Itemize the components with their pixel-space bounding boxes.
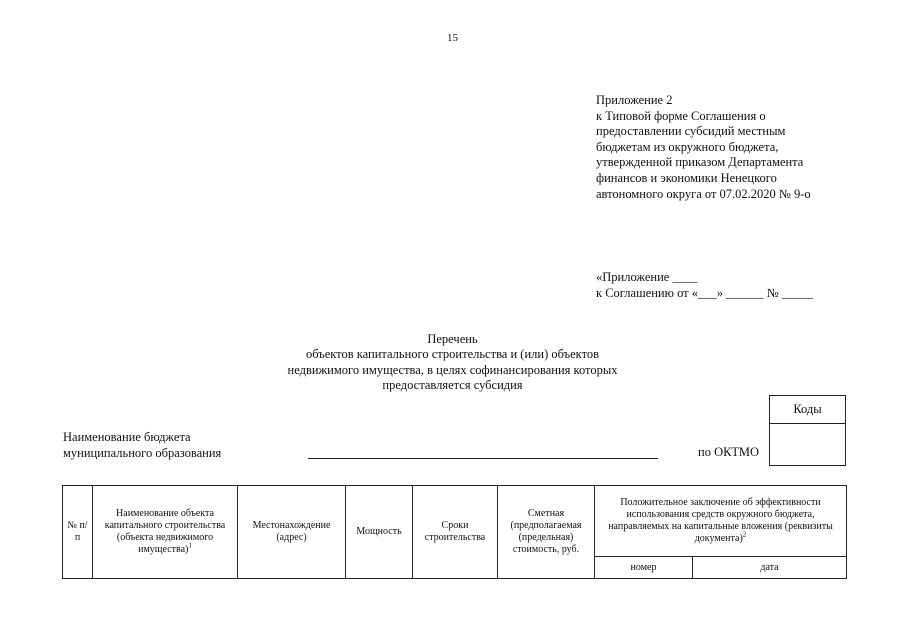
appendix-line: к Типовой форме Соглашения о [596, 108, 766, 123]
footnote-1-mark: 1 [188, 541, 192, 550]
col-conclusion-text: Положительное заключение об эффективности использования средств окружного бюджета, направляемых на капитальные вложения (реквизиты документа) [608, 497, 833, 544]
page-number: 15 [447, 32, 458, 44]
agreement-line: «Приложение ____ [596, 270, 698, 284]
title-line: недвижимого имущества, в целях софинансирования которых [287, 362, 618, 377]
appendix-line: бюджетам из окружного бюджета, [596, 139, 779, 154]
codes-box [769, 395, 846, 466]
agreement-reference [596, 270, 896, 301]
document-title [200, 332, 705, 394]
objects-table [62, 485, 847, 579]
col-conclusion-header [595, 486, 847, 557]
oktmo-label: по ОКТМО [698, 445, 760, 459]
appendix-line: Приложение 2 [596, 93, 673, 107]
appendix-line: автономного округа от 07.02.2020 № 9-о [596, 186, 811, 201]
title-line: объектов капитального строительства и (или) объектов [305, 347, 600, 362]
footnote-2-mark: 2 [742, 530, 747, 539]
title-line: предоставляется субсидия [382, 378, 523, 393]
codes-header: Коды [770, 396, 845, 424]
title-line: Перечень [427, 332, 478, 346]
appendix-line: финансов и экономики Ненецкого [596, 170, 777, 185]
col-number-header: № п/п [63, 486, 93, 579]
budget-name-underline [308, 458, 658, 459]
budget-label-line: муниципального образования [63, 445, 222, 460]
col-name-text: Наименование объекта капитального строительства (объекта недвижимого имущества) [104, 508, 226, 555]
appendix-header [596, 93, 896, 202]
col-doc-number-header: номер [595, 557, 693, 579]
col-doc-date-header: дата [693, 557, 847, 579]
col-location-header: Местонахождение (адрес) [238, 486, 346, 579]
appendix-line: предоставлении субсидий местным [596, 124, 786, 139]
agreement-line: к Соглашению от «___» ______ № _____ [596, 285, 814, 300]
appendix-line: утвержденной приказом Департамента [596, 155, 804, 170]
col-capacity-header: Мощность [346, 486, 413, 579]
budget-label-line: Наименование бюджета [63, 430, 191, 444]
col-terms-header: Сроки строительства [413, 486, 498, 579]
budget-name-label [63, 430, 221, 461]
col-cost-header: Сметная (предполагаемая (предельная) стоимость, руб. [498, 486, 595, 579]
col-name-header [93, 486, 238, 579]
